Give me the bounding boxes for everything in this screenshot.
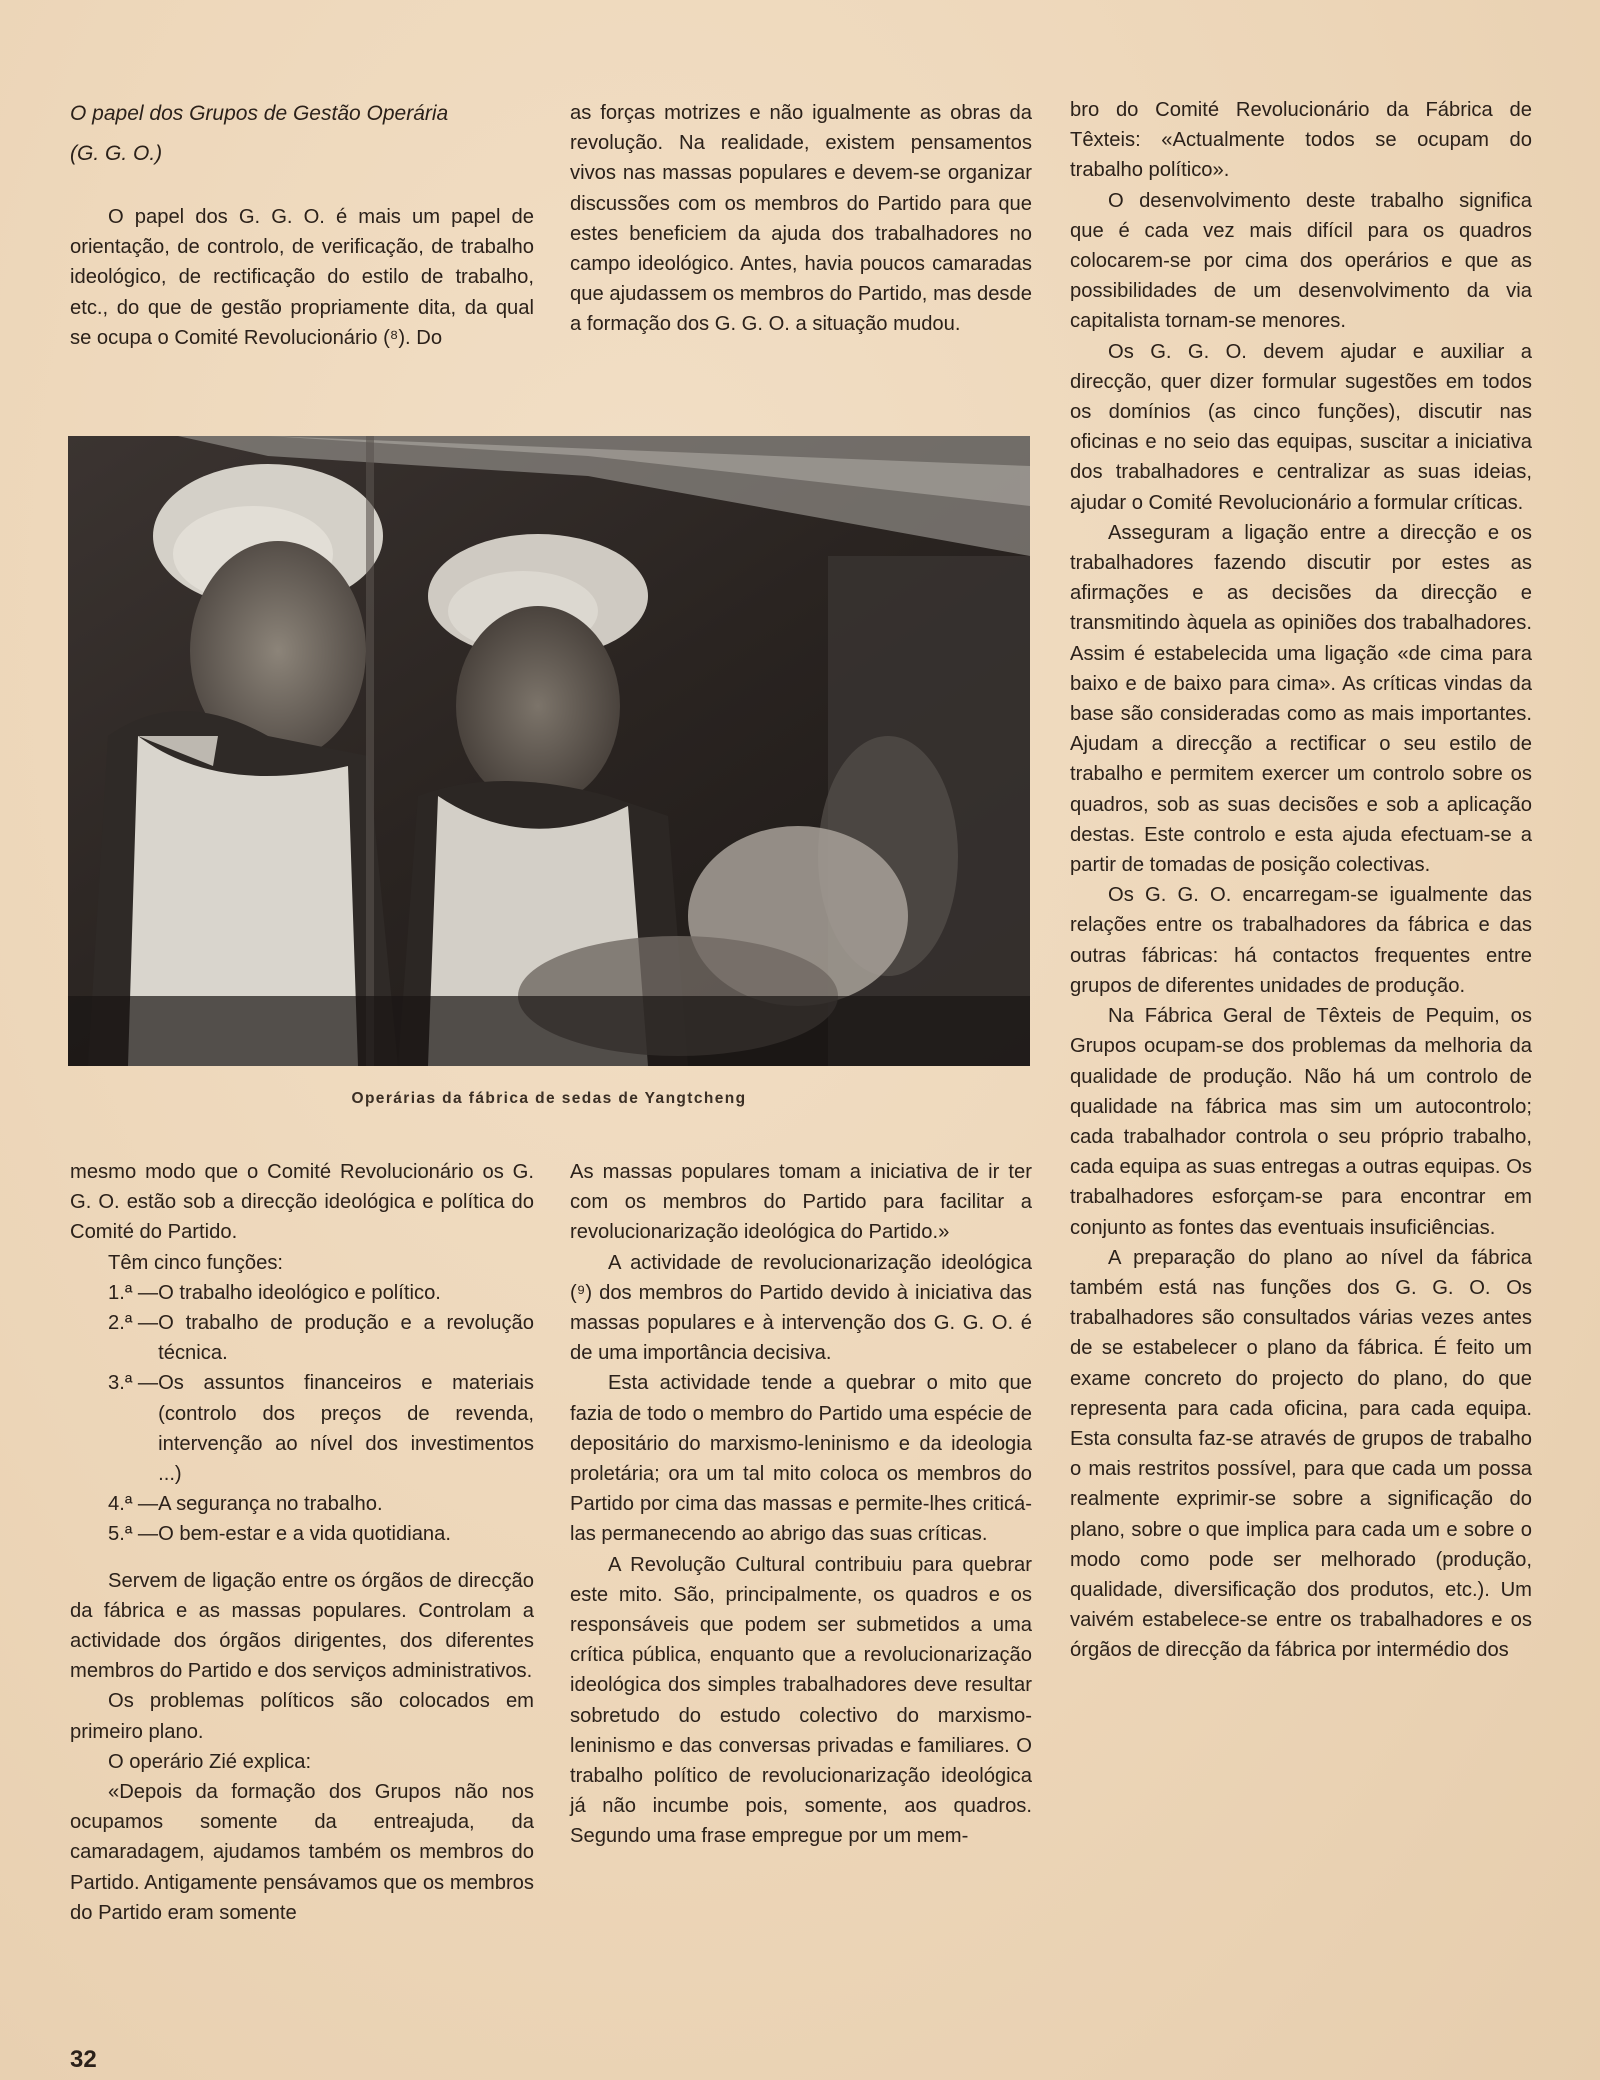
paragraph: bro do Comité Revolucionário da Fábrica de Têxteis: «Actualmente todos se ocupam do trabalho político». [1070, 99, 1532, 182]
paragraph: «Depois da formação dos Grupos não nos ocupamos somente da entreajuda, da camaradagem, ajudamos também os membros do Partido. Antigamente pensávamos que os membros do Partido eram somente [70, 1781, 534, 1924]
list-item [108, 1308, 534, 1368]
list-item-text: O trabalho de produção e a revolução técnica. [158, 1312, 534, 1365]
page-number: 32 [70, 2046, 97, 2073]
photo-image [68, 436, 1030, 1066]
list-item-number: 3.ª — [108, 1372, 159, 1395]
section-heading-line-1: O papel dos Grupos de Gestão Operária [70, 102, 449, 125]
column-2-top [570, 98, 1032, 340]
paragraph: mesmo modo que o Comité Revolucionário os G. G. O. estão sob a direcção ideológica e política do Comité do Partido. [70, 1161, 534, 1244]
list-item-text: O bem-estar e a vida quotidiana. [158, 1523, 451, 1546]
factory-workers-photo [68, 436, 1030, 1066]
list-item [108, 1278, 534, 1308]
paragraph: as forças motrizes e não igualmente as obras da revolução. Na realidade, existem pensamentos vivos nas massas populares e devem-se organizar discussões com os membros do Partido para que estes beneficiem da ajuda dos trabalhadores no campo ideológico. Antes, havia poucos camaradas que ajudassem os membros do Partido, mas desde a formação dos G. G. O. a situação mudou. [570, 102, 1032, 336]
list-item [108, 1489, 534, 1519]
section-heading [70, 94, 534, 174]
paragraph: Os G. G. O. devem ajudar e auxiliar a direcção, quer dizer formular sugestões em todos os domínios (as cinco funções), discutir nas oficinas e no seio das equipas, suscitar a iniciativa dos trabalhadores e centralizar as suas ideias, ajudar o Comité Revolucionário a formular críticas. [1070, 340, 1532, 514]
list-item-number: 4.ª — [108, 1493, 159, 1516]
paragraph: A preparação do plano ao nível da fábrica também está nas funções dos G. G. O. Os trabalhadores são consultados várias vezes antes de se estabelecer o plano da fábrica. É feito um exame concreto do projecto do plano, do que representa para cada oficina, para cada equipa. Esta consulta faz-se através de grupos de trabalho o mais restritos possível, para que cada um possa realmente exprimir-se sobre a significação do plano, sobre o que implica para cada um e sobre o modo como pode ser melhorado (produção, qualidade, diversificação dos produtos, etc.). Um vaivém estabelece-se entre os trabalhadores e os órgãos de direcção da fábrica por intermédio dos [1070, 1246, 1532, 1662]
paragraph: A actividade de revolucionarização ideológica (⁹) dos membros do Partido devido à iniciativa das massas populares e à intervenção dos G. G. O. é de uma importância decisiva. [570, 1251, 1032, 1365]
paragraph: As massas populares tomam a iniciativa de ir ter com os membros do Partido para facilitar a revolucionarização ideológica do Partido.» [570, 1161, 1032, 1244]
paragraph: Asseguram a ligação entre a direcção e os trabalhadores fazendo discutir por estes as afirmações e as decisões da direcção e transmitindo àquela as opiniões dos trabalhadores. Assim é estabelecida uma ligação «de cima para baixo e de baixo para cima». As críticas vindas da base são consideradas como as mais importantes. Ajudam a direcção a rectificar o seu estilo de trabalho e permitem exercer um controlo sobre os quadros, sob as suas decisões e sob a aplicação destas. Este controlo e esta ajuda efectuam-se a partir de tomadas de posição colectivas. [1070, 521, 1532, 877]
paragraph: Na Fábrica Geral de Têxteis de Pequim, os Grupos ocupam-se dos problemas da melhoria da qualidade de produção. Não há um controlo de qualidade na fábrica mas sim um autocontrolo; cada trabalhador controla o seu próprio trabalho, cada equipa as suas entregas a outras equipas. Os trabalhadores esforçam-se para encontrar em conjunto as fontes das eventuais insuficiências. [1070, 1005, 1532, 1239]
list-item [108, 1519, 534, 1549]
functions-intro: Têm cinco funções: [108, 1251, 284, 1274]
list-item [108, 1368, 534, 1489]
paragraph: O operário Zié explica: [108, 1750, 312, 1773]
paragraph: Os G. G. O. encarregam-se igualmente das relações entre os trabalhadores da fábrica e das outras fábricas: há contactos frequentes entre grupos de diferentes unidades de produção. [1070, 884, 1532, 997]
list-item-text: Os assuntos financeiros e materiais (controlo dos preços de revenda, intervenção ao nível dos investimentos ...) [158, 1372, 534, 1486]
column-2-bottom [570, 1157, 1032, 1852]
list-item-number: 1.ª — [108, 1281, 159, 1304]
column-1-bottom [70, 1157, 534, 1928]
list-item-text: O trabalho ideológico e político. [158, 1281, 441, 1304]
column-1-top [70, 94, 534, 353]
list-item-number: 2.ª — [108, 1312, 159, 1335]
paragraph: A Revolução Cultural contribuiu para quebrar este mito. São, principalmente, os quadros e os responsáveis que podem ser submetidos a uma crítica pública, enquanto que a revolucionarização ideológica dos simples trabalhadores deve resultar sobretudo do estudo colectivo do marxismo-leninismo e das conversas privadas e familiares. O trabalho político de revolucionarização ideológica já não incumbe pois, somente, aos quadros. Segundo uma frase empregue por um mem- [570, 1553, 1032, 1848]
paragraph: Servem de ligação entre os órgãos de direcção da fábrica e as massas populares. Controlam a actividade dos órgãos dirigentes, dos diferentes membros do Partido e dos serviços administrativos. [70, 1569, 534, 1683]
paragraph: Os problemas políticos são colocados em primeiro plano. [70, 1690, 534, 1743]
list-item-number: 5.ª — [108, 1523, 159, 1546]
paragraph: O desenvolvimento deste trabalho significa que é cada vez mais difícil para os quadros colocarem-se por cima dos operários e que as possibilidades de um desenvolvimento da via capitalista tornam-se menores. [1070, 189, 1532, 333]
list-item-text: A segurança no trabalho. [158, 1493, 383, 1516]
section-heading-line-2: (G. G. O.) [70, 142, 163, 165]
functions-list [70, 1278, 534, 1550]
paragraph: O papel dos G. G. O. é mais um papel de orientação, de controlo, de verificação, de trabalho ideológico, de rectificação do estilo de trabalho, etc., do que de gestão propriamente dita, da qual se ocupa o Comité Revolucionário (⁸). Do [70, 206, 534, 349]
paragraph: Esta actividade tende a quebrar o mito que fazia de todo o membro do Partido uma espécie de depositário do marxismo-leninismo e da ideologia proletária; ora um tal mito coloca os membros do Partido por cima das massas e permite-lhes criticá-las permanecendo ao abrigo das suas críticas. [570, 1372, 1032, 1546]
photo-caption: Operárias da fábrica de sedas de Yangtcheng [351, 1090, 747, 1107]
column-3 [1070, 95, 1532, 1666]
